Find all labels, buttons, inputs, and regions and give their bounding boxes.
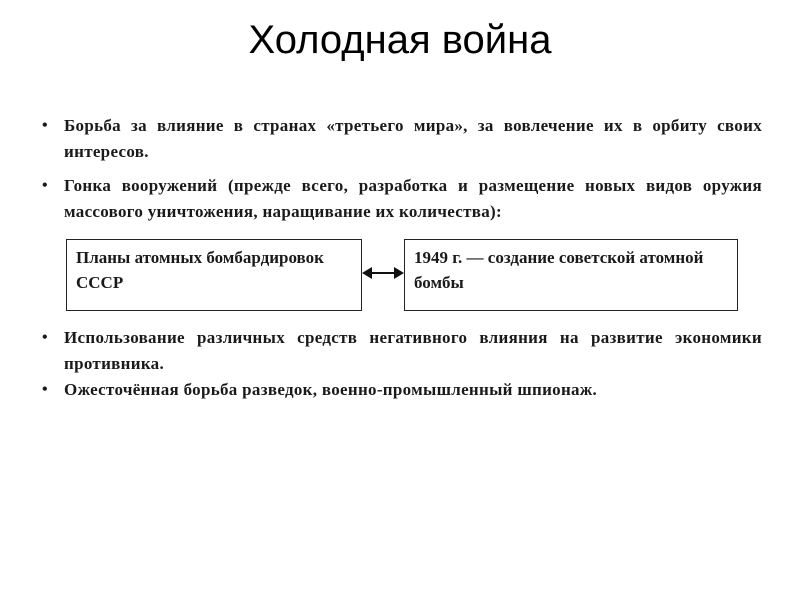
double-arrow-icon	[362, 265, 404, 281]
bullet-text: Ожесточённая борьба разведок, военно-промышленный шпионаж.	[64, 380, 598, 399]
bullet-marker: •	[42, 117, 48, 134]
bullet-marker: •	[42, 329, 48, 346]
diagram-boxes	[38, 239, 762, 317]
slide-title: Холодная война	[248, 18, 552, 62]
list-item	[38, 113, 762, 165]
box-atomic-plans: Планы атомных бомбардировок СССР	[66, 239, 362, 311]
list-item	[38, 377, 762, 403]
box-soviet-bomb: 1949 г. — создание советской атомной бомбы	[404, 239, 738, 311]
bullet-text: Использование различных средств негативного влияния на развитие экономики противника.	[64, 328, 762, 373]
bullet-marker: •	[42, 177, 48, 194]
bullet-text: Гонка вооружений (прежде всего, разработка и размещение новых видов оружия массового уничтожения, наращивание их количества):	[64, 176, 762, 221]
bullet-marker: •	[42, 381, 48, 398]
list-item	[38, 173, 762, 225]
list-item	[38, 325, 762, 377]
document-body	[38, 113, 762, 403]
bullet-text: Борьба за влияние в странах «третьего мира», за вовлечение их в орбиту своих интересов.	[64, 116, 762, 161]
